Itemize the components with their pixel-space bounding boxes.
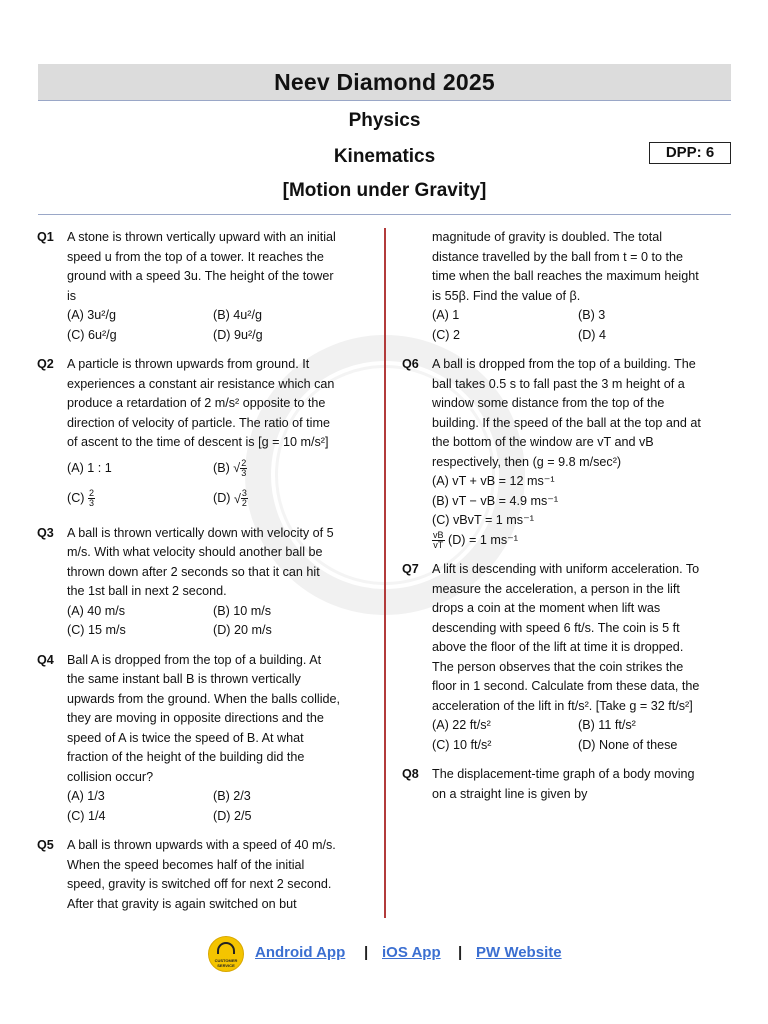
question-line: thrown down after 2 seconds so that it can hit: [67, 564, 320, 579]
question-q5: [37, 836, 367, 914]
question-line: speed, gravity is switched off for next 2 second.: [67, 877, 332, 892]
option-label: (C): [67, 491, 85, 506]
question-line: A ball is thrown vertically down with velocity of 5: [67, 525, 334, 540]
option-b[interactable]: (B) 4u²/g: [213, 308, 262, 322]
fraction-denominator: 3: [241, 467, 247, 478]
option-d[interactable]: (D) 9u²/g: [213, 327, 263, 342]
question-q2: [37, 355, 367, 514]
fraction: [88, 489, 95, 508]
question-line: upwards from the ground. When the balls collide,: [67, 691, 341, 706]
option-c[interactable]: (C) vBvT = 1 ms⁻¹: [432, 513, 534, 527]
sqrt-symbol: √: [233, 461, 241, 476]
footer-separator: |: [364, 944, 369, 961]
question-number: Q7: [402, 562, 419, 576]
question-line: ball takes 0.5 s to fall past the 3 m height of a: [432, 376, 685, 391]
question-number: Q2: [37, 357, 54, 371]
question-line: drops a coin at the moment when lift was: [432, 601, 661, 615]
question-line: time when the ball reaches the maximum height: [432, 269, 699, 283]
question-q4: [37, 651, 367, 827]
question-line: A particle is thrown upwards from ground. It: [67, 357, 310, 371]
footer-separator: |: [458, 944, 463, 961]
question-line: experiences a constant air resistance which can: [67, 376, 335, 391]
question-line: direction of velocity of particle. The ratio of time: [67, 415, 330, 430]
android-app-link[interactable]: Android App: [255, 944, 346, 961]
question-line: speed u from the top of a tower. It reaches the: [67, 249, 324, 264]
question-line: Ball A is dropped from the top of a building. At: [67, 652, 322, 667]
option-a[interactable]: (A) 3u²/g: [67, 308, 116, 322]
question-line: When the speed becomes half of the initial: [67, 857, 305, 872]
chapter-heading: Kinematics: [333, 146, 436, 167]
question-q3: [37, 524, 367, 641]
question-line: the bottom of the window are vT and vB: [432, 435, 654, 449]
option-b[interactable]: [213, 453, 359, 484]
question-line: collision occur?: [67, 769, 154, 784]
question-number: Q8: [402, 767, 419, 781]
option-d[interactable]: (D) 20 m/s: [213, 623, 272, 638]
fraction: [241, 489, 248, 508]
fraction-numerator: 2: [241, 457, 247, 468]
column-divider: [384, 228, 386, 918]
option-a[interactable]: (A) 22 ft/s²: [432, 718, 491, 732]
question-line: After that gravity is again switched on but: [67, 896, 297, 911]
fraction-denominator: 2: [241, 498, 247, 509]
option-a[interactable]: (A) 40 m/s: [67, 603, 126, 618]
fraction-denominator: 3: [88, 498, 94, 509]
question-line: m/s. With what velocity should another ball be: [67, 545, 323, 560]
question-line: measure the acceleration, a person in the lift: [432, 581, 680, 596]
question-line: on a straight line is given by: [432, 786, 588, 801]
question-line: A lift is descending with uniform acceleration. To: [432, 562, 700, 576]
subject-heading: Physics: [348, 110, 421, 131]
badge-text: CUSTOMER SERVICE: [214, 958, 238, 968]
fraction: [432, 531, 445, 550]
sqrt-symbol: √: [233, 491, 241, 506]
header-rule: [38, 214, 731, 215]
option-d[interactable]: (D) None of these: [578, 737, 678, 752]
question-line: is 55β. Find the value of β.: [432, 288, 581, 303]
option-a[interactable]: (A) 1/3: [67, 789, 105, 804]
option-a[interactable]: (A) 1: [432, 308, 460, 322]
question-number: Q6: [402, 357, 419, 371]
question-line: fraction of the height of the building did the: [67, 750, 305, 765]
question-line: respectively, then (g = 9.8 m/sec²): [432, 454, 622, 469]
option-label: (B): [213, 460, 230, 475]
fraction-numerator: 2: [88, 488, 94, 499]
option-b[interactable]: (B) 2/3: [213, 789, 251, 804]
fraction-numerator: vB: [433, 529, 444, 540]
question-line: floor in 1 second. Calculate from these data, the: [432, 679, 700, 693]
option-d[interactable]: [213, 483, 359, 514]
question-line: of ascent to the time of descent is [g = 10 m/s²]: [67, 435, 329, 449]
question-line: they are moving in opposite directions and the: [67, 711, 324, 726]
option-c[interactable]: (C) 10 ft/s²: [432, 737, 492, 752]
option-a[interactable]: (A) vT + vB = 12 ms⁻¹: [432, 474, 555, 488]
question-q8: [402, 765, 732, 804]
option-d[interactable]: [432, 531, 732, 551]
dpp-badge: DPP: 6: [649, 142, 731, 164]
option-c[interactable]: (C) 15 m/s: [67, 623, 126, 638]
question-number: Q1: [37, 230, 54, 244]
headset-icon: [217, 942, 235, 954]
option-label: (D): [213, 491, 231, 506]
question-line: produce a retardation of 2 m/s² opposite to the: [67, 396, 326, 410]
option-b[interactable]: (B) vT − vB = 4.9 ms⁻¹: [432, 493, 559, 508]
question-line: acceleration of the lift in ft/s². [Take g = 32 ft/s²]: [432, 698, 693, 713]
option-d[interactable]: (D) 4: [578, 327, 606, 342]
question-line: The displacement-time graph of a body moving: [432, 767, 695, 781]
question-number: Q5: [37, 838, 54, 853]
option-a[interactable]: (A) 1 : 1: [67, 460, 112, 475]
fraction: [240, 459, 247, 478]
question-number: Q3: [37, 525, 54, 540]
right-column: [402, 228, 732, 814]
question-line: speed of A is twice the speed of B. At what: [67, 730, 304, 745]
question-line: building. If the speed of the ball at the top and at: [432, 415, 701, 430]
question-line: The person observes that the coin strikes the: [432, 659, 684, 674]
option-b[interactable]: (B) 3: [578, 308, 606, 322]
option-c[interactable]: (C) 1/4: [67, 808, 106, 823]
question-q1: [37, 228, 367, 345]
option-label: (D) = 1 ms⁻¹: [448, 532, 518, 547]
option-c[interactable]: [67, 483, 213, 514]
customer-service-icon[interactable]: [208, 936, 244, 972]
question-line: the 1st ball in next 2 second.: [67, 584, 227, 599]
pw-website-link[interactable]: PW Website: [476, 944, 562, 961]
option-c[interactable]: (C) 6u²/g: [67, 327, 117, 342]
left-column: [37, 228, 367, 924]
fraction-denominator: vT: [433, 539, 444, 550]
option-b[interactable]: (B) 10 m/s: [213, 603, 272, 618]
question-line: A ball is dropped from the top of a building. The: [432, 357, 696, 371]
question-line: ground with a speed 3u. The height of the tower: [67, 269, 334, 283]
topic-heading: [Motion under Gravity]: [282, 180, 487, 201]
fraction-numerator: 3: [241, 488, 247, 499]
question-line: A stone is thrown vertically upward with an initial: [67, 230, 336, 244]
question-q6: [402, 355, 732, 550]
question-line: magnitude of gravity is doubled. The total: [432, 230, 663, 244]
option-b[interactable]: (B) 11 ft/s²: [578, 718, 636, 732]
ios-app-link[interactable]: iOS App: [382, 944, 441, 961]
question-number: Q4: [37, 652, 54, 667]
question-line: A ball is thrown upwards with a speed of 40 m/s.: [67, 838, 336, 853]
option-c[interactable]: (C) 2: [432, 327, 460, 342]
question-line: is: [67, 288, 77, 303]
document-title: Neev Diamond 2025: [274, 69, 495, 95]
option-d[interactable]: (D) 2/5: [213, 808, 252, 823]
question-line: the same instant ball B is thrown vertically: [67, 672, 301, 687]
question-line: distance travelled by the ball from t = 0 to the: [432, 249, 683, 264]
question-line: above the floor of the lift at time it is dropped.: [432, 640, 684, 654]
question-line: descending with speed 6 ft/s. The coin is 5 ft: [432, 620, 680, 635]
question-line: window some distance from the top of the: [432, 396, 665, 410]
question-q5-continued: [402, 228, 732, 345]
question-q7: [402, 560, 732, 755]
